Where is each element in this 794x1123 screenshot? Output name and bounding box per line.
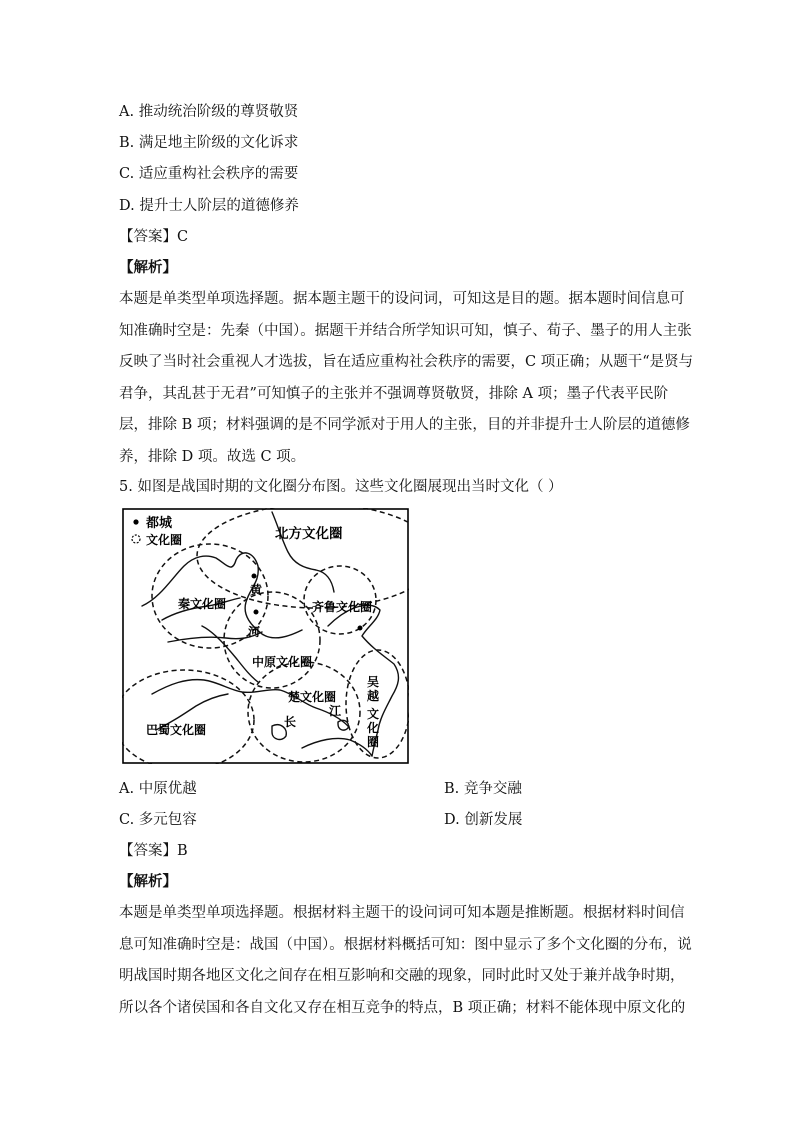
q5-answer: 【答案】B	[119, 843, 188, 859]
label-jiang: 江	[329, 704, 342, 718]
capital-marker	[254, 610, 259, 615]
q4-analysis-line: 养，排除 D 项。故选 C 项。	[119, 448, 306, 465]
label-wuyue-char: 化	[367, 721, 380, 735]
label-wuyue-char: 越	[367, 689, 380, 703]
q5-analysis-label: 【解析】	[119, 873, 177, 890]
q4-analysis-line: 知准确时空是：先秦（中国）。据题干并结合所学知识可知，慎子、荀子、墨子的用人主张	[119, 322, 692, 339]
label-bashu: 巴蜀文化圈	[146, 723, 207, 737]
label-chu: 楚文化圈	[288, 690, 337, 704]
label-qilu: 齐鲁文化圈	[312, 600, 373, 614]
q4-analysis	[119, 284, 694, 473]
q4-analysis-line: 本题是单类型单项选择题。据本题主题干的设问词，可知这是目的题。据本题时间信息可	[119, 291, 685, 307]
legend-city: 都城	[146, 516, 173, 531]
label-chang: 长	[284, 715, 297, 729]
q5-analysis-line: 所以各个诸侯国和各自文化又存在相互竞争的特点，B 项正确；材料不能体现中原文化的	[119, 999, 686, 1016]
capital-marker	[358, 626, 363, 631]
q4-option-b: B. 满足地主阶级的文化诉求	[119, 135, 299, 151]
label-wuyue	[366, 674, 379, 749]
q5-analysis-line: 明战国时期各地区文化之间存在相互影响和交融的现象，同时此时又处于兼并战争时期，	[119, 968, 685, 984]
label-huang: 黄	[250, 583, 263, 597]
capital-marker	[252, 574, 257, 579]
q4-option-a: A. 推动统治阶级的尊贤敬贤	[119, 104, 299, 120]
q5-analysis-line: 息可知准确时空是：战国（中国）。根据材料概括可知：图中显示了多个文化圈的分布，说	[119, 936, 692, 953]
label-he: 河	[248, 625, 261, 639]
q4-analysis-line: 反映了当时社会重视人才选拔，旨在适应重构社会秩序的需要，C 项正确；从题干“是贤与	[119, 354, 694, 370]
q4-analysis-line: 君争，其乱甚于无君”可知慎子的主张并不强调尊贤敬贤，排除 A 项；墨子代表平民阶	[119, 385, 669, 402]
legend-circle: 文化圈	[146, 533, 183, 547]
culture-circle-map	[122, 508, 409, 764]
label-wuyue-char: 文	[367, 707, 380, 721]
q4-analysis-label: 【解析】	[119, 259, 177, 276]
q5-option-c: C. 多元包容	[119, 812, 197, 828]
q4-analysis-line: 层，排除 B 项；材料强调的是不同学派对于用人的主张，目的并非提升士人阶层的道德修	[119, 417, 690, 433]
q4-answer: 【答案】C	[119, 229, 189, 245]
q5-option-b: B. 竞争交融	[444, 781, 522, 797]
q5-option-a: A. 中原优越	[119, 781, 197, 797]
label-qin: 秦文化圈	[178, 597, 227, 611]
legend-city-marker	[133, 519, 138, 524]
q5-analysis-line: 本题是单类型单项选择题。根据材料主题干的设问词可知本题是推断题。根据材料时间信	[119, 905, 685, 921]
q5-question: 5. 如图是战国时期的文化圈分布图。这些文化圈展现出当时文化（ ）	[119, 479, 563, 495]
label-wuyue-char: 吴	[367, 675, 380, 689]
q5-option-d: D. 创新发展	[444, 812, 523, 828]
label-north: 北方文化圈	[275, 526, 343, 542]
label-zhongyuan: 中原文化圈	[252, 655, 313, 669]
q4-option-d: D. 提升士人阶层的道德修养	[119, 198, 299, 214]
label-wuyue-char: 圈	[367, 735, 380, 749]
q4-option-c: C. 适应重构社会秩序的需要	[119, 166, 299, 182]
q5-analysis	[119, 898, 692, 1024]
